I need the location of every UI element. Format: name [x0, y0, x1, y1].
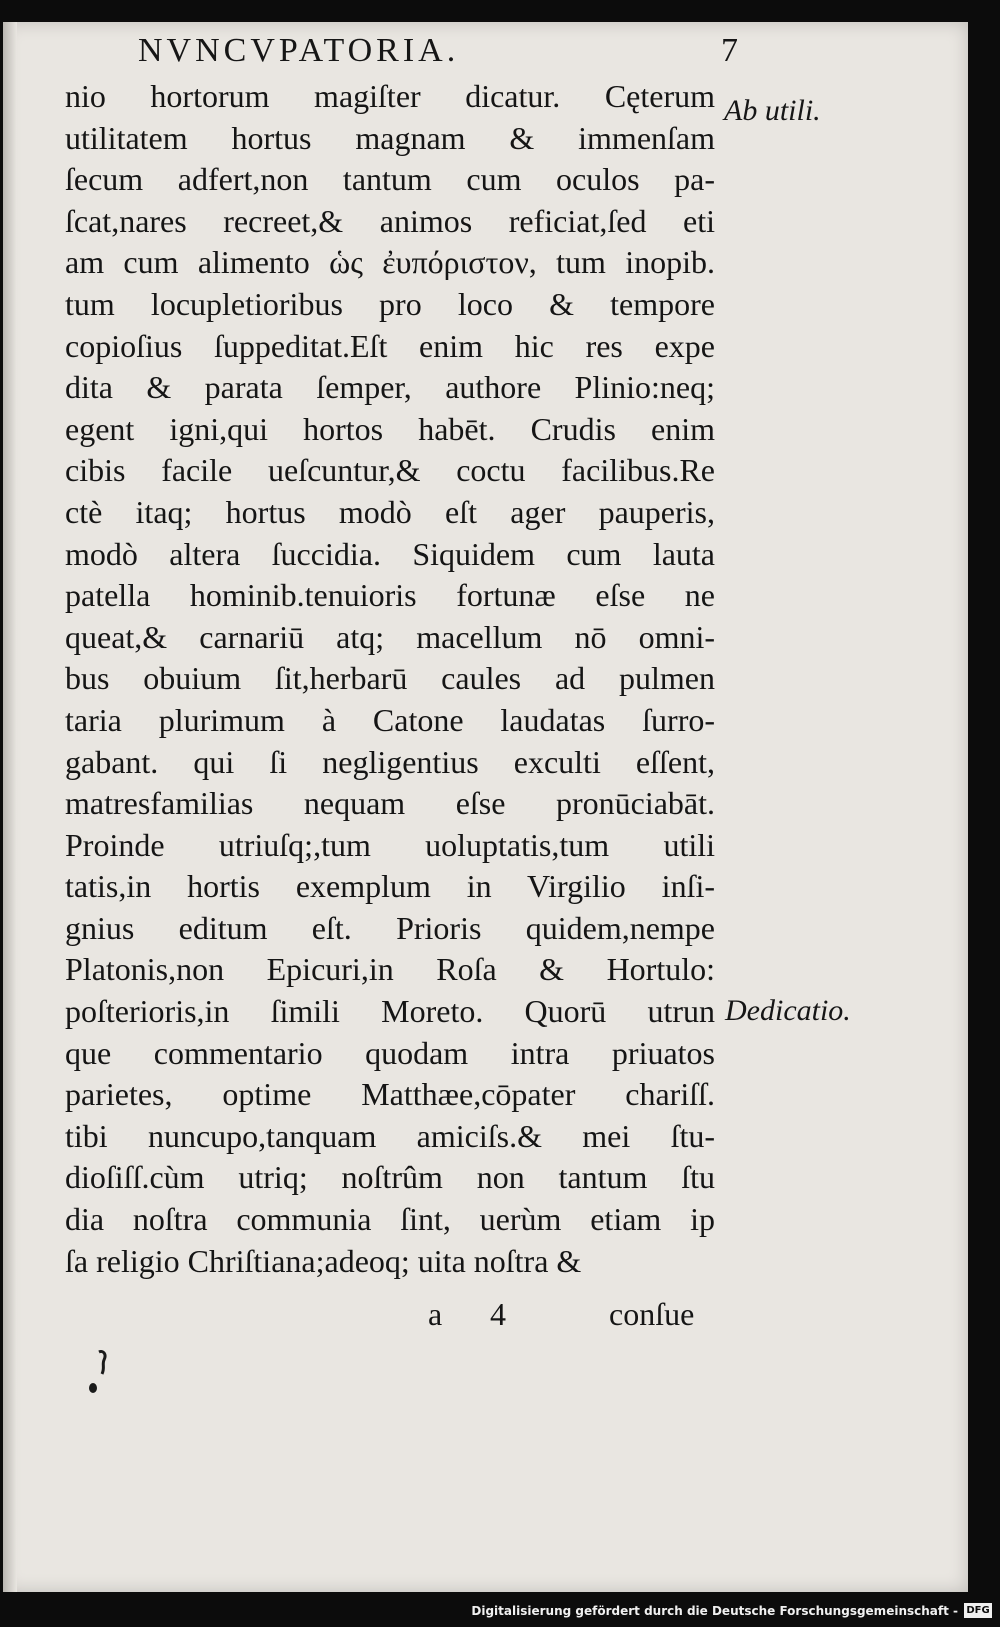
- text-line: dita & parata ſemper, authore Plinio:neq;: [65, 369, 715, 406]
- text-line: Proinde utriuſq;,tum uoluptatis,tum utili: [65, 826, 715, 863]
- running-header: [138, 32, 738, 76]
- text-line: dia noſtra communia ſint, uerùm etiam ip: [65, 1201, 715, 1238]
- text-line: patella hominib.tenuioris fortunæ eſse ne: [65, 577, 715, 614]
- text-line: que commentario quodam intra priuatos: [65, 1034, 715, 1071]
- text-line: gnius editum eſt. Prioris quidem,nempe: [65, 909, 715, 946]
- signature-number: 4: [490, 1296, 506, 1332]
- text-line: cibis facile ueſcuntur,& coctu facilibus.Re: [65, 452, 715, 489]
- text-line: ſcat,nares recreet,& animos reficiat,ſed eti: [65, 202, 715, 239]
- catchword: conſue: [609, 1296, 695, 1332]
- text-line: egent igni,qui hortos habēt. Crudis enim: [65, 410, 715, 447]
- page-gutter-shadow: [3, 22, 17, 1592]
- text-line: dioſiſſ.cùm utriq; noſtrûm non tantum ſtu: [65, 1159, 715, 1196]
- ink-blot-mark: [85, 1348, 113, 1398]
- signature-letter: a: [428, 1296, 443, 1332]
- text-line: poſterioris,in ſimili Moreto. Quorū utrun: [65, 993, 715, 1030]
- page-number: 7: [721, 32, 738, 69]
- text-line: matresfamilias nequam eſse pronūciabāt.: [65, 785, 715, 822]
- text-line: tatis,in hortis exemplum in Virgilio inſi-: [65, 868, 715, 905]
- text-line: queat,& carnariū atq; macellum nō omni-: [65, 618, 715, 655]
- digitization-footer: [0, 1596, 1000, 1627]
- margin-note-dedication: Dedicatio.: [725, 994, 851, 1027]
- text-line: ctè itaq; hortus modò eſt ager pauperis,: [65, 493, 715, 530]
- digitization-credit: Digitalisierung gefördert durch die Deutsche Forschungsgemeinschaft -: [471, 1604, 958, 1618]
- text-line: taria plurimum à Catone laudatas ſurro-: [65, 701, 715, 738]
- text-line: Platonis,non Epicuri,in Roſa & Hortulo:: [65, 951, 715, 988]
- body-text: [65, 76, 715, 1282]
- text-line: utilitatem hortus magnam & immenſam: [65, 119, 715, 156]
- text-line: parietes, optime Matthæe,cōpater chariſſ.: [65, 1076, 715, 1113]
- text-line: bus obuium ſit,herbarū caules ad pulmen: [65, 660, 715, 697]
- text-line: nio hortorum magiſter dicatur. Cęterum: [65, 78, 715, 114]
- dfg-logo: DFG: [964, 1603, 992, 1618]
- text-line: ſecum adfert,non tantum cum oculos pa-: [65, 161, 715, 198]
- text-line: copioſius ſuppeditat.Eſt enim hic res expe: [65, 327, 715, 364]
- book-page: [3, 22, 968, 1592]
- text-line: am cum alimento ὡς ἐυπόριστον, tum inopib.: [65, 244, 715, 281]
- text-line: ſa religio Chriſtiana;adeoq; uita noſtra &: [65, 1242, 582, 1279]
- text-line: modò altera ſuccidia. Siquidem cum lauta: [65, 535, 715, 572]
- margin-note-utility: Ab utili.: [724, 94, 821, 127]
- running-title: NVNCVPATORIA.: [138, 32, 460, 69]
- text-line: gabant. qui ſi negligentius exculti eſſent,: [65, 743, 715, 780]
- text-line: tibi nuncupo,tanquam amiciſs.& mei ſtu-: [65, 1117, 715, 1154]
- text-line: tum locupletioribus pro loco & tempore: [65, 285, 715, 322]
